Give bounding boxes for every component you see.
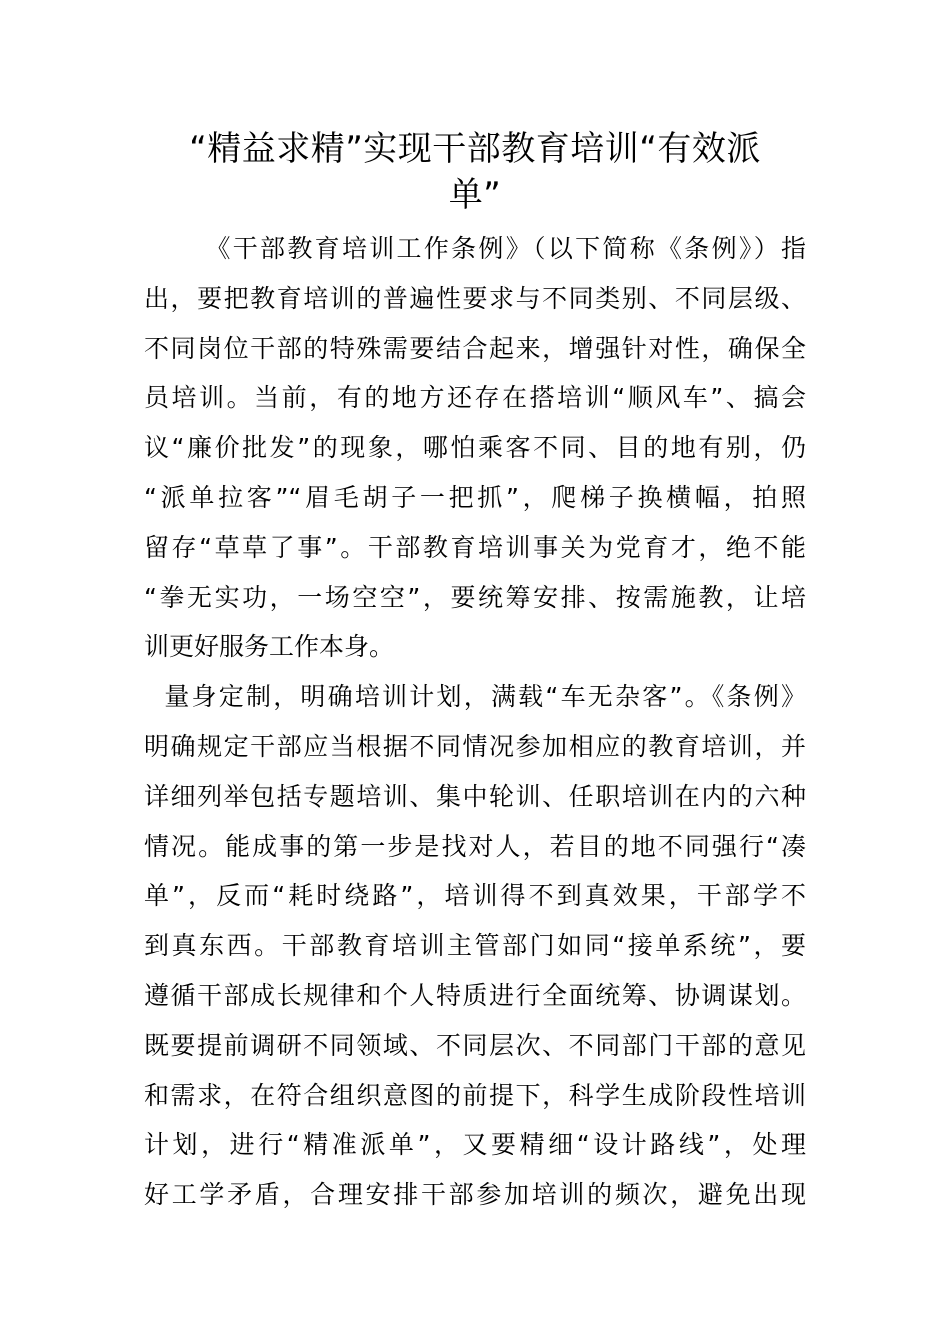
document-page	[144, 126, 806, 1220]
text-line: 留存“草草了事”。干部教育培训事关为党育才，绝不能	[144, 532, 806, 562]
document-title	[144, 126, 806, 218]
title-line-2: 单”	[448, 175, 502, 215]
text-line: 出，要把教育培训的普遍性要求与不同类别、不同层级、	[144, 283, 806, 313]
text-line: 议“廉价批发”的现象，哪怕乘客不同、目的地有别，仍	[144, 433, 806, 463]
text-line: “拳无实功，一场空空”，要统筹安排、按需施教，让培	[144, 582, 806, 612]
paragraph-intro	[144, 224, 806, 672]
text-line: 既要提前调研不同领域、不同层次、不同部门干部的意见	[144, 1030, 806, 1060]
text-line: 不同岗位干部的特殊需要结合起来，增强针对性，确保全	[144, 333, 806, 363]
text-line: 情况。能成事的第一步是找对人，若目的地不同强行“凑	[144, 831, 806, 861]
text-line: 计划，进行“精准派单”，又要精细“设计路线”，处理	[144, 1130, 806, 1160]
text-line: 员培训。当前，有的地方还存在搭培训“顺风车”、搞会	[144, 383, 806, 413]
paragraph-section-1	[144, 672, 806, 1220]
text-line: 好工学矛盾，合理安排干部参加培训的频次，避免出现	[144, 1180, 806, 1210]
text-line: 遵循干部成长规律和个人特质进行全面统筹、协调谋划。	[144, 980, 806, 1010]
text-line: 训更好服务工作本身。	[144, 632, 395, 662]
text-line: 详细列举包括专题培训、集中轮训、任职培训在内的六种	[144, 781, 806, 811]
text-line: 明确规定干部应当根据不同情况参加相应的教育培训，并	[144, 731, 806, 761]
text-line: 单”，反而“耗时绕路”，培训得不到真效果，干部学不	[144, 881, 806, 911]
text-line: 到真东西。干部教育培训主管部门如同“接单系统”，要	[144, 931, 806, 961]
text-line: 《干部教育培训工作条例》（以下简称《条例》）指	[144, 234, 806, 263]
text-line: “派单拉客”“眉毛胡子一把抓”，爬梯子换横幅，拍照	[144, 482, 806, 512]
text-line: 和需求，在符合组织意图的前提下，科学生成阶段性培训	[144, 1080, 806, 1110]
text-line: 量身定制，明确培训计划，满载“车无杂客”。《条例》	[144, 682, 806, 712]
title-line-1: “精益求精”实现干部教育培训“有效派	[189, 129, 761, 169]
